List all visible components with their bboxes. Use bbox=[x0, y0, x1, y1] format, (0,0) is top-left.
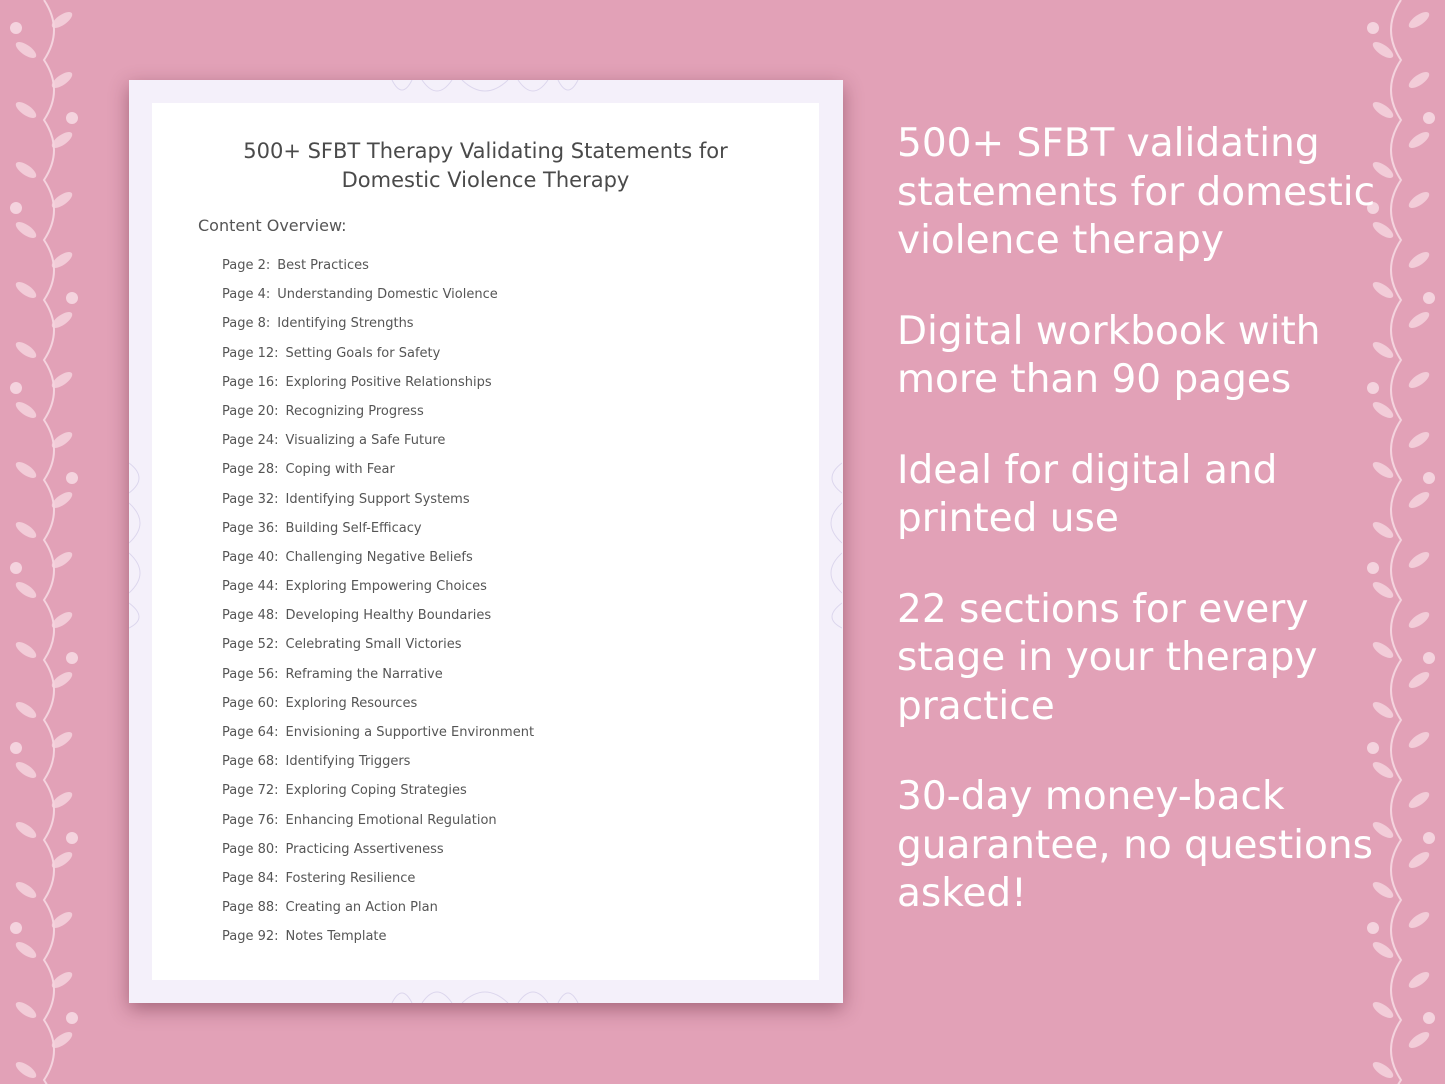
toc-item bbox=[222, 864, 534, 893]
benefit-item: Ideal for digital and printed use bbox=[897, 447, 1278, 541]
toc-section-title: Recognizing Progress bbox=[285, 403, 424, 419]
toc-item bbox=[222, 397, 534, 426]
toc-page-number: Page 72: bbox=[222, 783, 279, 799]
toc-page-number: Page 84: bbox=[222, 870, 279, 886]
toc-page-number: Page 52: bbox=[222, 637, 279, 653]
toc-page-number: Page 68: bbox=[222, 754, 279, 770]
content-overview-heading: Content Overview: bbox=[198, 216, 347, 235]
toc-page-number: Page 2: bbox=[222, 258, 271, 273]
toc-item bbox=[222, 689, 534, 718]
toc-page-number: Page 28: bbox=[222, 462, 279, 478]
toc-section-title: Practicing Assertiveness bbox=[285, 841, 444, 857]
toc-page-number: Page 12: bbox=[222, 345, 279, 361]
toc-page-number: Page 8: bbox=[222, 316, 271, 332]
toc-page-number: Page 92: bbox=[222, 929, 279, 945]
document-preview bbox=[129, 80, 843, 1003]
toc-section-title: Enhancing Emotional Regulation bbox=[285, 812, 497, 828]
benefit-item: Digital workbook with more than 90 pages bbox=[897, 308, 1321, 402]
document-title bbox=[152, 137, 819, 195]
toc-item bbox=[222, 747, 534, 776]
mandala-right-decoration bbox=[819, 453, 842, 633]
toc-item bbox=[222, 426, 534, 455]
toc-page-number: Page 24: bbox=[222, 433, 279, 449]
mandala-top-decoration bbox=[382, 80, 589, 103]
toc-section-title: Exploring Positive Relationships bbox=[285, 374, 492, 390]
toc-page-number: Page 60: bbox=[222, 695, 279, 711]
toc-section-title: Reframing the Narrative bbox=[285, 666, 443, 682]
toc-page-number: Page 20: bbox=[222, 403, 279, 419]
toc-item bbox=[222, 339, 534, 368]
toc-section-title: Identifying Triggers bbox=[285, 754, 411, 770]
toc-page-number: Page 80: bbox=[222, 841, 279, 857]
toc-section-title: Coping with Fear bbox=[285, 462, 395, 478]
toc-item bbox=[222, 251, 534, 280]
toc-section-title: Exploring Resources bbox=[285, 695, 418, 711]
benefit-item: 30-day money-back guarantee, no questions asked! bbox=[897, 774, 1373, 916]
toc-page-number: Page 4: bbox=[222, 287, 271, 303]
toc-item bbox=[222, 776, 534, 805]
toc-page-number: Page 44: bbox=[222, 579, 279, 595]
benefit-item: 22 sections for every stage in your therapy practice bbox=[897, 586, 1318, 729]
toc-item bbox=[222, 630, 534, 659]
toc-section-title: Envisioning a Supportive Environment bbox=[285, 725, 535, 740]
document-title-line-1: 500+ SFBT Therapy Validating Statements for bbox=[243, 139, 728, 163]
toc-section-title: Fostering Resilience bbox=[285, 870, 416, 886]
toc-item bbox=[222, 543, 534, 572]
toc-page-number: Page 36: bbox=[222, 520, 279, 536]
toc-item bbox=[222, 893, 534, 922]
toc-item bbox=[222, 368, 534, 397]
benefits-list bbox=[897, 120, 1417, 961]
toc-item bbox=[222, 514, 534, 543]
toc-item bbox=[222, 922, 534, 951]
toc-page-number: Page 16: bbox=[222, 374, 279, 390]
toc-item bbox=[222, 309, 534, 338]
toc-section-title: Visualizing a Safe Future bbox=[285, 433, 446, 449]
toc-item bbox=[222, 806, 534, 835]
document-page bbox=[152, 103, 819, 980]
toc-section-title: Exploring Coping Strategies bbox=[285, 783, 467, 799]
toc-section-title: Setting Goals for Safety bbox=[285, 345, 441, 361]
toc-page-number: Page 76: bbox=[222, 812, 279, 828]
toc-item bbox=[222, 660, 534, 689]
benefit-item: 500+ SFBT validating statements for domestic violence therapy bbox=[897, 121, 1376, 263]
toc-item bbox=[222, 280, 534, 309]
floral-vine-left-decoration bbox=[0, 0, 94, 1084]
toc-item bbox=[222, 455, 534, 484]
mandala-left-decoration bbox=[129, 453, 152, 633]
toc-item bbox=[222, 485, 534, 514]
toc-item bbox=[222, 601, 534, 630]
toc-section-title: Building Self-Efficacy bbox=[285, 520, 422, 536]
toc-section-title: Notes Template bbox=[285, 929, 387, 945]
toc-page-number: Page 40: bbox=[222, 549, 279, 565]
toc-section-title: Challenging Negative Beliefs bbox=[285, 549, 473, 565]
toc-section-title: Exploring Empowering Choices bbox=[285, 579, 487, 595]
toc-item bbox=[222, 835, 534, 864]
toc-section-title: Best Practices bbox=[277, 258, 369, 273]
toc-page-number: Page 32: bbox=[222, 491, 279, 507]
toc-section-title: Creating an Action Plan bbox=[285, 900, 438, 916]
toc-page-number: Page 88: bbox=[222, 900, 279, 916]
toc-section-title: Celebrating Small Victories bbox=[285, 637, 462, 653]
toc-item bbox=[222, 572, 534, 601]
table-of-contents bbox=[222, 251, 534, 952]
toc-section-title: Understanding Domestic Violence bbox=[277, 287, 498, 303]
document-title-line-2: Domestic Violence Therapy bbox=[341, 168, 630, 192]
toc-page-number: Page 56: bbox=[222, 666, 279, 682]
mandala-bottom-decoration bbox=[382, 980, 589, 1003]
toc-section-title: Developing Healthy Boundaries bbox=[285, 608, 492, 624]
toc-page-number: Page 64: bbox=[222, 725, 279, 740]
toc-section-title: Identifying Strengths bbox=[277, 316, 414, 332]
toc-item bbox=[222, 718, 534, 747]
toc-section-title: Identifying Support Systems bbox=[285, 491, 470, 507]
toc-page-number: Page 48: bbox=[222, 608, 279, 624]
